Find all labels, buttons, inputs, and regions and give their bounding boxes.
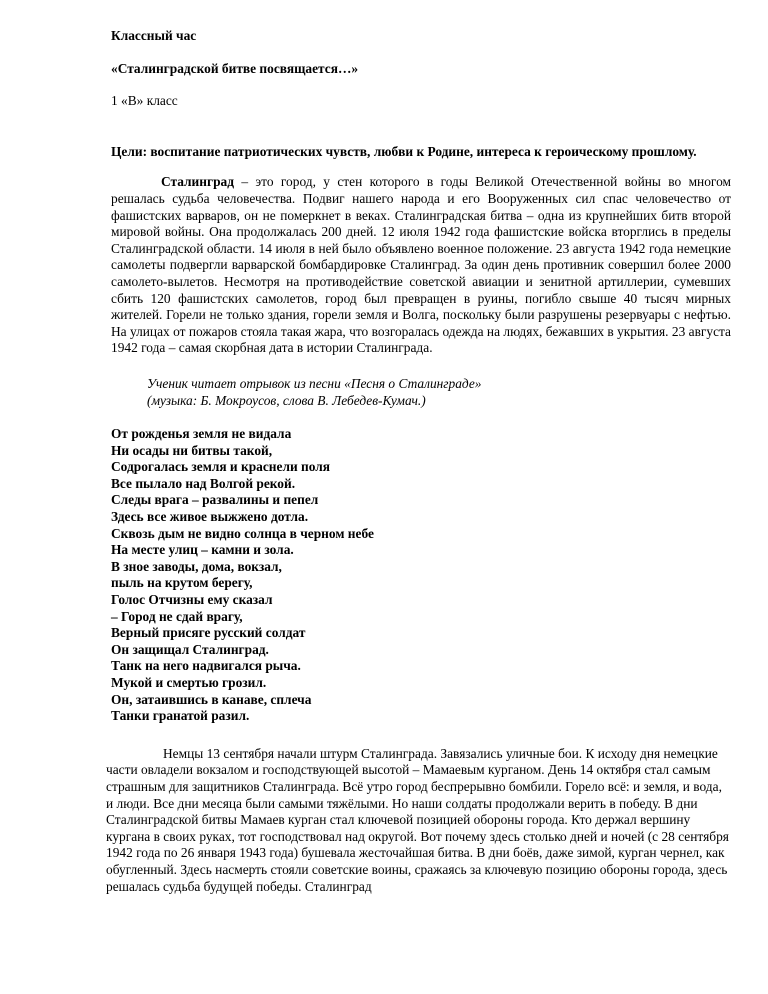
poem-line: Здесь все живое выжжено дотла.	[111, 509, 309, 525]
poem-line: В зное заводы, дома, вокзал,	[111, 558, 282, 574]
poem-line: Танк на него надвигался рыча.	[111, 658, 301, 674]
poem-line: Содрогалась земля и краснели поля	[111, 459, 331, 475]
poem-line: Ни осады ни битвы такой,	[111, 442, 273, 458]
document-page	[106, 28, 731, 895]
header-class: 1 «В» класс	[111, 93, 178, 109]
poem-line: пыль на крутом берегу,	[111, 575, 253, 591]
poem-line: Все пылало над Волгой рекой.	[111, 475, 296, 491]
poem-line: Голос Отчизны ему сказал	[111, 592, 273, 608]
poem-line: Следы врага – развалины и пепел	[111, 492, 319, 508]
poem-line: Он защищал Сталинград.	[111, 641, 269, 657]
closing-paragraph: Немцы 13 сентября начали штурм Сталинграда. Завязались уличные бои. К исходу дня немецкие части овладели вокзалом и господствующей высотой – Мамаевым курганом. День 14 октября стал самым страшным для защитников Сталинграда. Всё утро город беспрерывно бомбили. Горело всё: и земля, и вода, и люди. Все дни месяца были самыми тяжёлыми. Но наши солдаты продолжали верить в победу. В дни Сталинградской битвы Мамаев курган стал ключевой позицией обороны города. Кто держал вершину кургана в своих руках, тот господствовал над округой. Вот почему здесь столько дней и ночей (с 28 сентября 1942 года по 26 января 1943 года) бушевала жесточайшая битва. В дни боёв, даже зимой, курган чернел, как обугленный. Здесь насмерть стояли советские воины, сражаясь за ключевую позицию обороны города, здесь решалась судьба будущей победы. Сталинград	[106, 745, 729, 894]
intro-paragraph	[111, 174, 731, 357]
intro-lead: Сталинград	[161, 174, 234, 190]
poem-line: Верный присяге русский солдат	[111, 625, 306, 641]
poem-line: Сквозь дым не видно солнца в черном небе	[111, 525, 374, 541]
goals-paragraph: Цели: воспитание патриотических чувств, любви к Родине, интереса к героическому прошлому.	[111, 143, 697, 159]
poem	[111, 426, 731, 725]
header-title: Классный час	[111, 28, 197, 43]
student-note-line-1: Ученик читает отрывок из песни «Песня о Сталинграде»	[147, 375, 482, 391]
student-note-line-2: (музыка: Б. Мокроусов, слова В. Лебедев-Кумач.)	[147, 392, 426, 408]
poem-line: Танки гранатой разил.	[111, 708, 250, 724]
poem-line: На месте улиц – камни и зола.	[111, 542, 294, 558]
student-note	[147, 376, 731, 409]
header-subtitle: «Сталинградской битве посвящается…»	[111, 60, 359, 76]
poem-line: Он, затаившись в канаве, сплеча	[111, 691, 312, 707]
poem-line: Мукой и смертью грозил.	[111, 675, 267, 690]
poem-line: От рожденья земля не видала	[111, 426, 292, 442]
poem-line: – Город не сдай врагу,	[111, 608, 243, 624]
intro-text: – это город, у стен которого в годы Великой Отечественной войны во многом решалась судьба человечества. Подвиг нашего народа и его Вооруженных сил спас человечество от фашистских варваров, он не померкнет в веках. Сталинградская битва – одна из крупнейших битв второй мировой войны. Она продолжалась 200 дней. 12 июля 1942 года фашистские войска вторглись в пределы Сталинградской области. 14 июля в ней было объявлено военное положение. 23 августа 1942 года немецкие самолеты подвергли варварской бомбардировке Сталинград. За один день противник совершил более 2000 самолето-вылетов. Несмотря на противодействие советской авиации и зенитной артиллерии, сумевших сбить 120 фашистских самолетов, город был превращен в руины, погибло свыше 40 тысяч мирных жителей. Горели не только здания, горели земля и Волга, поскольку были разрушены резервуары с нефтью. На улицах от пожаров стояла такая жара, что возгоралась одежда на людях, бежавших в укрытия. 23 августа 1942 года – самая скорбная дата в истории Сталинграда.	[111, 174, 731, 356]
